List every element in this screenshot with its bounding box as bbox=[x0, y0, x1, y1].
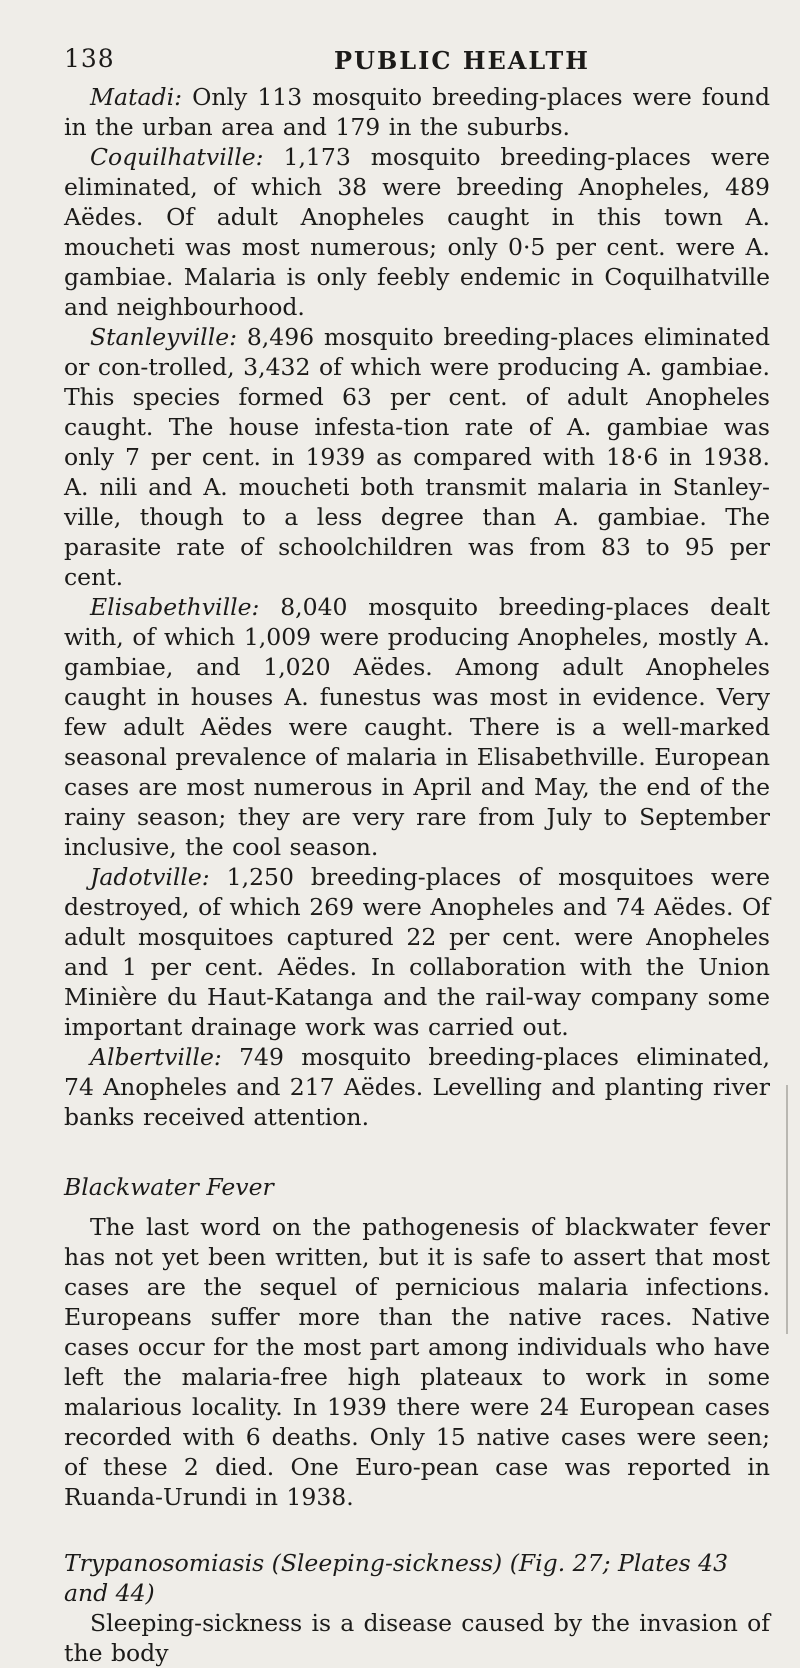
paragraph-trypanosomiasis: Sleeping-sickness is a disease caused by the invasion of the body bbox=[64, 1609, 770, 1667]
page-edge-shadow bbox=[786, 1085, 788, 1334]
paragraph-albertville bbox=[64, 1042, 770, 1132]
page-number: 138 bbox=[64, 44, 115, 73]
running-head bbox=[64, 40, 770, 82]
paragraph-text: 8,496 mosquito breeding-places eliminated or con-trolled, 3,432 of which were producing A. gambiae. This species formed 63 per cent. of adult Anopheles caught. The house infesta-tion rate of A. gambiae was only 7 per cent. in 1939 as compared with 18·6 in 1938. A. nili and A. moucheti both transmit malaria in Stanley-ville, though to a less degree than A. gambiae. The parasite rate of schoolchildren was from 83 to 95 per cent. bbox=[64, 323, 770, 591]
paragraph-text: 1,250 breeding-places of mosquitoes were destroyed, of which 269 were Anopheles and 74 Aëdes. Of adult mosquitoes captured 22 per cent. were Anopheles and 1 per cent. Aëdes. In collaboration with the Union Minière du Haut-Katanga and the rail-way company some important drainage work was carried out. bbox=[64, 863, 770, 1041]
place-name: Coquilhatville: bbox=[90, 143, 264, 171]
paragraph-text: Only 113 mosquito breeding-places were found in the urban area and 179 in the suburbs. bbox=[64, 83, 770, 141]
place-name: Elisabethville: bbox=[90, 593, 260, 621]
running-title: PUBLIC HEALTH bbox=[334, 46, 590, 75]
place-name: Stanleyville: bbox=[90, 323, 238, 351]
section-heading-trypanosomiasis: Trypanosomiasis (Sleeping-sickness) (Fig. 27; Plates 43 and 44) bbox=[64, 1549, 729, 1607]
paragraph-stanleyville bbox=[64, 322, 770, 592]
paragraph-coquilhatville bbox=[64, 142, 770, 322]
paragraph-text: 1,173 mosquito breeding-places were eliminated, of which 38 were breeding Anopheles, 489 Aëdes. Of adult Anopheles caught in this town A. moucheti was most numerous; only 0·5 per cent. were A. gambiae. Malaria is only feebly endemic in Coquilhatville and neighbourhood. bbox=[64, 143, 770, 321]
book-page bbox=[64, 40, 770, 1668]
place-name: Matadi: bbox=[90, 83, 183, 111]
paragraph-text: 8,040 mosquito breeding-places dealt with, of which 1,009 were producing Anopheles, mostly A. gambiae, and 1,020 Aëdes. Among adult Anopheles caught in houses A. funestus was most in evidence. Very few adult Aëdes were caught. There is a well-marked seasonal prevalence of malaria in Elisabethville. European cases are most numerous in April and May, the end of the rainy season; they are very rare from July to September inclusive, the cool season. bbox=[64, 593, 770, 861]
place-name: Jadotville: bbox=[90, 863, 210, 891]
paragraph-matadi bbox=[64, 82, 770, 142]
paragraph-elisabethville bbox=[64, 592, 770, 862]
paragraph-text: 749 mosquito breeding-places eliminated, 74 Anopheles and 217 Aëdes. Levelling and planting river banks received attention. bbox=[64, 1043, 770, 1131]
paragraph-jadotville bbox=[64, 862, 770, 1042]
place-name: Albertville: bbox=[90, 1043, 222, 1071]
section-heading-blackwater-fever: Blackwater Fever bbox=[64, 1173, 274, 1201]
paragraph-blackwater-fever: The last word on the pathogenesis of blackwater fever has not yet been written, but it is safe to assert that most cases are the sequel of pernicious malaria infections. Europeans suffer more than the native races. Native cases occur for the most part among individuals who have left the malaria-free high plateaux to work in some malarious locality. In 1939 there were 24 European cases recorded with 6 deaths. Only 15 native cases were seen; of these 2 died. One Euro-pean case was reported in Ruanda-Urundi in 1938. bbox=[64, 1213, 770, 1511]
